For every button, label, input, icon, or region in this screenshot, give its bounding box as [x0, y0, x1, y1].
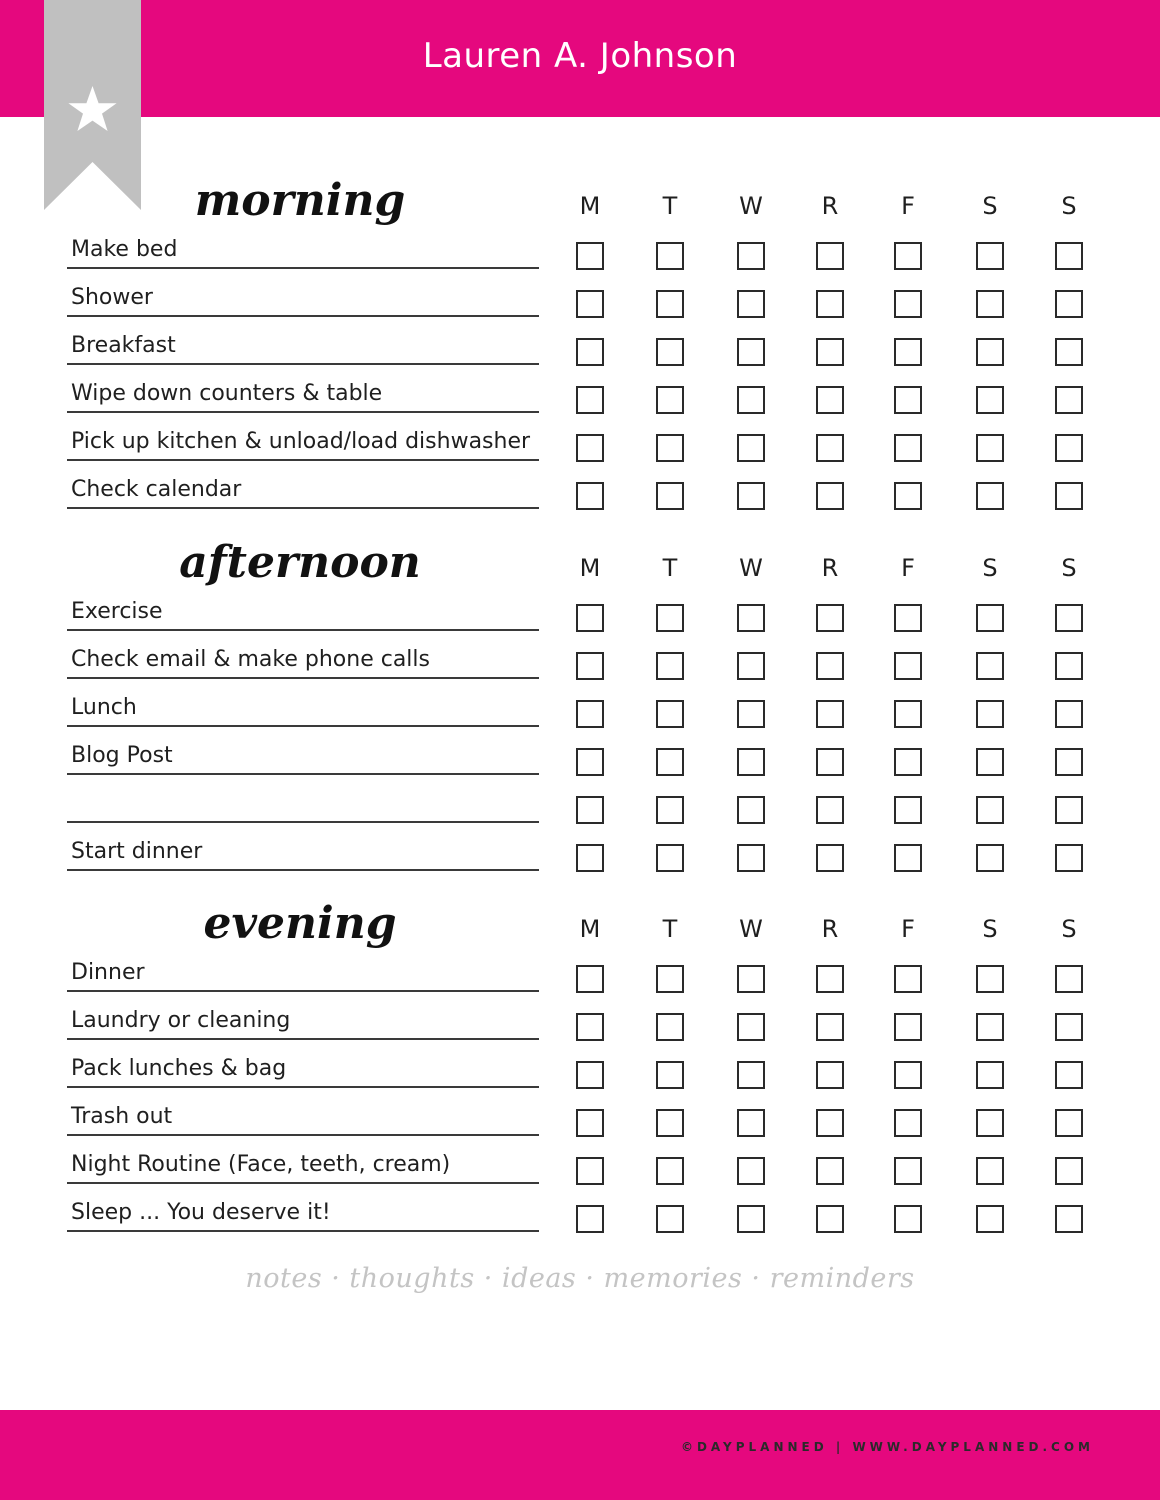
day-checkbox[interactable] [737, 386, 765, 414]
day-checkbox[interactable] [576, 1109, 604, 1137]
task-row [0, 1200, 1160, 1248]
day-checkbox[interactable] [1055, 1061, 1083, 1089]
day-checkbox[interactable] [576, 386, 604, 414]
day-checkbox[interactable] [976, 386, 1004, 414]
day-checkbox[interactable] [976, 700, 1004, 728]
day-checkbox[interactable] [976, 1061, 1004, 1089]
bookmark-ribbon [44, 0, 141, 210]
day-label: S [982, 554, 998, 582]
day-checkbox[interactable] [894, 604, 922, 632]
day-checkbox[interactable] [816, 1061, 844, 1089]
day-checkbox[interactable] [1055, 1157, 1083, 1185]
day-checkbox[interactable] [816, 700, 844, 728]
day-checkbox[interactable] [976, 1205, 1004, 1233]
day-label: M [579, 554, 601, 582]
day-checkbox[interactable] [894, 338, 922, 366]
day-checkbox[interactable] [976, 965, 1004, 993]
day-checkbox[interactable] [894, 844, 922, 872]
day-checkbox[interactable] [816, 1157, 844, 1185]
task-label: Blog Post [71, 743, 173, 768]
day-checkbox[interactable] [976, 844, 1004, 872]
day-label: S [982, 192, 998, 220]
day-checkbox[interactable] [737, 796, 765, 824]
day-checkbox[interactable] [1055, 482, 1083, 510]
day-checkbox[interactable] [737, 844, 765, 872]
day-label: S [1061, 915, 1077, 943]
day-checkbox[interactable] [816, 242, 844, 270]
task-label: Dinner [71, 960, 145, 985]
task-row [0, 839, 1160, 887]
task-underline [67, 821, 539, 823]
task-label: Start dinner [71, 839, 203, 864]
task-underline [67, 1182, 539, 1184]
day-label: M [579, 192, 601, 220]
day-checkbox[interactable] [816, 434, 844, 462]
task-underline [67, 725, 539, 727]
task-underline [67, 677, 539, 679]
task-label: Night Routine (Face, teeth, cream) [71, 1152, 451, 1177]
owner-name: Lauren A. Johnson [422, 36, 738, 76]
task-label: Make bed [71, 237, 178, 262]
day-checkbox[interactable] [894, 1157, 922, 1185]
day-checkbox[interactable] [656, 652, 684, 680]
day-checkbox[interactable] [894, 652, 922, 680]
day-checkbox[interactable] [894, 796, 922, 824]
day-checkbox[interactable] [656, 386, 684, 414]
day-label: R [821, 554, 839, 582]
day-checkbox[interactable] [894, 242, 922, 270]
day-checkbox[interactable] [894, 1061, 922, 1089]
day-checkbox[interactable] [656, 1205, 684, 1233]
day-label: S [1061, 554, 1077, 582]
notes-prompt: notes · thoughts · ideas · memories · reminders [245, 1263, 915, 1294]
task-row [0, 743, 1160, 791]
day-checkbox[interactable] [816, 290, 844, 318]
day-checkbox[interactable] [576, 652, 604, 680]
day-checkbox[interactable] [816, 1109, 844, 1137]
day-checkbox[interactable] [737, 1157, 765, 1185]
day-checkbox[interactable] [737, 338, 765, 366]
day-checkbox[interactable] [1055, 290, 1083, 318]
task-row [0, 429, 1160, 477]
task-row [0, 695, 1160, 743]
day-checkbox[interactable] [1055, 604, 1083, 632]
day-checkbox[interactable] [1055, 748, 1083, 776]
day-label: R [821, 915, 839, 943]
day-label: T [662, 554, 678, 582]
task-label: Lunch [71, 695, 137, 720]
day-label: T [662, 192, 678, 220]
task-underline [67, 411, 539, 413]
task-row [0, 237, 1160, 285]
task-row [0, 1104, 1160, 1152]
day-checkbox[interactable] [576, 1205, 604, 1233]
day-checkbox[interactable] [737, 1061, 765, 1089]
day-checkbox[interactable] [576, 1157, 604, 1185]
task-label: Laundry or cleaning [71, 1008, 291, 1033]
day-checkbox[interactable] [656, 1061, 684, 1089]
day-checkbox[interactable] [737, 1205, 765, 1233]
day-checkbox[interactable] [737, 242, 765, 270]
section-title: morning [194, 175, 406, 226]
day-label: F [901, 915, 915, 943]
day-checkbox[interactable] [894, 1205, 922, 1233]
day-checkbox[interactable] [576, 844, 604, 872]
day-checkbox[interactable] [976, 434, 1004, 462]
day-checkbox[interactable] [1055, 965, 1083, 993]
day-label: F [901, 192, 915, 220]
day-checkbox[interactable] [576, 482, 604, 510]
day-checkbox[interactable] [1055, 796, 1083, 824]
day-label: F [901, 554, 915, 582]
day-checkbox[interactable] [576, 1013, 604, 1041]
day-label: W [739, 192, 763, 220]
task-row [0, 791, 1160, 839]
task-row [0, 1056, 1160, 1104]
task-underline [67, 869, 539, 871]
footer-credit: ©DAYPLANNED | WWW.DAYPLANNED.COM [680, 1440, 1094, 1454]
day-checkbox[interactable] [737, 434, 765, 462]
day-checkbox[interactable] [816, 1205, 844, 1233]
day-checkbox[interactable] [816, 482, 844, 510]
day-checkbox[interactable] [816, 604, 844, 632]
task-label: Wipe down counters & table [71, 381, 383, 406]
day-checkbox[interactable] [1055, 1013, 1083, 1041]
day-checkbox[interactable] [894, 748, 922, 776]
task-underline [67, 1086, 539, 1088]
day-checkbox[interactable] [1055, 434, 1083, 462]
day-checkbox[interactable] [976, 604, 1004, 632]
day-checkbox[interactable] [576, 338, 604, 366]
day-checkbox[interactable] [656, 1157, 684, 1185]
day-checkbox[interactable] [656, 748, 684, 776]
day-checkbox[interactable] [1055, 652, 1083, 680]
section-title: afternoon [179, 537, 421, 588]
section-title: evening [203, 898, 397, 949]
day-checkbox[interactable] [976, 338, 1004, 366]
day-checkbox[interactable] [656, 1109, 684, 1137]
task-row [0, 1008, 1160, 1056]
day-checkbox[interactable] [976, 482, 1004, 510]
day-checkbox[interactable] [976, 796, 1004, 824]
day-checkbox[interactable] [737, 482, 765, 510]
day-checkbox[interactable] [737, 965, 765, 993]
day-checkbox[interactable] [894, 1109, 922, 1137]
day-checkbox[interactable] [894, 290, 922, 318]
day-checkbox[interactable] [816, 965, 844, 993]
task-label: Breakfast [71, 333, 176, 358]
day-checkbox[interactable] [656, 434, 684, 462]
day-label: M [579, 915, 601, 943]
task-underline [67, 990, 539, 992]
day-checkbox[interactable] [894, 965, 922, 993]
day-checkbox[interactable] [894, 482, 922, 510]
day-checkbox[interactable] [816, 796, 844, 824]
day-checkbox[interactable] [894, 434, 922, 462]
day-checkbox[interactable] [656, 844, 684, 872]
day-checkbox[interactable] [1055, 1205, 1083, 1233]
day-checkbox[interactable] [656, 796, 684, 824]
day-checkbox[interactable] [576, 700, 604, 728]
day-checkbox[interactable] [1055, 844, 1083, 872]
task-row [0, 285, 1160, 333]
day-checkbox[interactable] [1055, 242, 1083, 270]
task-label: Check calendar [71, 477, 242, 502]
day-checkbox[interactable] [816, 748, 844, 776]
day-checkbox[interactable] [976, 1013, 1004, 1041]
day-label: R [821, 192, 839, 220]
day-checkbox[interactable] [816, 844, 844, 872]
task-row [0, 381, 1160, 429]
day-checkbox[interactable] [737, 604, 765, 632]
day-checkbox[interactable] [816, 386, 844, 414]
day-checkbox[interactable] [976, 1157, 1004, 1185]
day-checkbox[interactable] [656, 1013, 684, 1041]
day-checkbox[interactable] [1055, 338, 1083, 366]
day-label: W [739, 554, 763, 582]
task-label: Exercise [71, 599, 163, 624]
footer-band [0, 1410, 1160, 1500]
task-underline [67, 1230, 539, 1232]
day-checkbox[interactable] [656, 242, 684, 270]
day-checkbox[interactable] [737, 652, 765, 680]
task-row [0, 1152, 1160, 1200]
day-checkbox[interactable] [656, 290, 684, 318]
day-checkbox[interactable] [976, 652, 1004, 680]
task-label: Pack lunches & bag [71, 1056, 287, 1081]
task-row [0, 960, 1160, 1008]
day-checkbox[interactable] [816, 1013, 844, 1041]
day-checkbox[interactable] [976, 1109, 1004, 1137]
day-checkbox[interactable] [576, 434, 604, 462]
day-checkbox[interactable] [656, 482, 684, 510]
day-checkbox[interactable] [656, 604, 684, 632]
day-checkbox[interactable] [576, 290, 604, 318]
task-underline [67, 363, 539, 365]
day-label: T [662, 915, 678, 943]
task-label: Trash out [71, 1104, 173, 1129]
task-underline [67, 629, 539, 631]
day-checkbox[interactable] [656, 700, 684, 728]
day-checkbox[interactable] [576, 604, 604, 632]
task-underline [67, 267, 539, 269]
day-checkbox[interactable] [894, 1013, 922, 1041]
day-label: W [739, 915, 763, 943]
day-checkbox[interactable] [737, 748, 765, 776]
day-checkbox[interactable] [1055, 1109, 1083, 1137]
day-checkbox[interactable] [737, 1013, 765, 1041]
day-checkbox[interactable] [737, 1109, 765, 1137]
day-label: S [982, 915, 998, 943]
day-checkbox[interactable] [816, 652, 844, 680]
task-underline [67, 1134, 539, 1136]
day-label: S [1061, 192, 1077, 220]
task-row [0, 647, 1160, 695]
day-checkbox[interactable] [737, 700, 765, 728]
task-label: Pick up kitchen & unload/load dishwasher [71, 429, 531, 454]
day-checkbox[interactable] [1055, 700, 1083, 728]
task-underline [67, 507, 539, 509]
day-checkbox[interactable] [894, 386, 922, 414]
day-checkbox[interactable] [576, 965, 604, 993]
day-checkbox[interactable] [737, 290, 765, 318]
day-checkbox[interactable] [1055, 386, 1083, 414]
task-underline [67, 773, 539, 775]
day-checkbox[interactable] [576, 796, 604, 824]
day-checkbox[interactable] [656, 338, 684, 366]
day-checkbox[interactable] [656, 965, 684, 993]
day-checkbox[interactable] [576, 748, 604, 776]
day-checkbox[interactable] [976, 290, 1004, 318]
task-underline [67, 459, 539, 461]
day-checkbox[interactable] [576, 1061, 604, 1089]
task-row [0, 477, 1160, 525]
task-row [0, 599, 1160, 647]
task-underline [67, 1038, 539, 1040]
day-checkbox[interactable] [576, 242, 604, 270]
task-label: Check email & make phone calls [71, 647, 430, 672]
day-checkbox[interactable] [816, 338, 844, 366]
task-label: Shower [71, 285, 153, 310]
task-label: Sleep ... You deserve it! [71, 1200, 331, 1225]
day-checkbox[interactable] [894, 700, 922, 728]
task-row [0, 333, 1160, 381]
day-checkbox[interactable] [976, 748, 1004, 776]
task-underline [67, 315, 539, 317]
day-checkbox[interactable] [976, 242, 1004, 270]
